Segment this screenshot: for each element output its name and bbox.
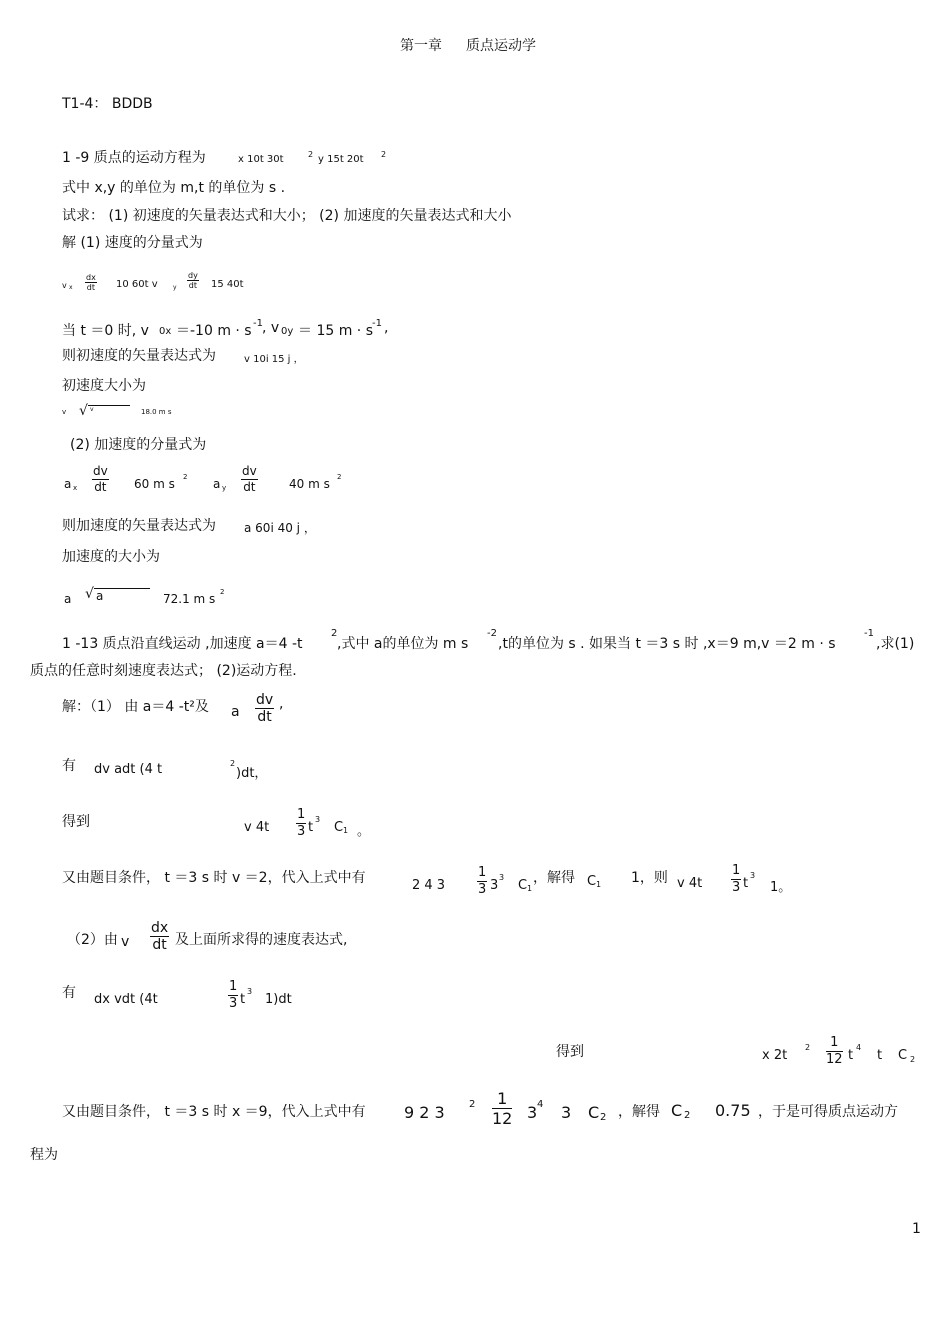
p19-sol1: 解 (1) 速度的分量式为 bbox=[62, 235, 203, 251]
dx-num-2: dx bbox=[151, 920, 169, 936]
cond2-c2-sub: 2 bbox=[600, 1112, 607, 1123]
c2-solve-sub: 2 bbox=[684, 1110, 691, 1121]
v-final-three: 3 bbox=[732, 879, 741, 895]
part2-label: （2）由 bbox=[67, 932, 118, 948]
when-t0: 当 t ＝0 时, v bbox=[62, 323, 149, 339]
x-eq-exp2: 2 bbox=[805, 1043, 811, 1052]
cond2-eq2: 3 bbox=[527, 1103, 538, 1122]
ax-exp: 2 bbox=[183, 473, 188, 481]
cond1-three: 3 bbox=[478, 881, 487, 897]
get-label: 得到 bbox=[62, 814, 90, 830]
v0-symbol: v bbox=[62, 408, 67, 416]
v-final-exp: 3 bbox=[750, 871, 756, 880]
ay-symbol: a bbox=[213, 477, 221, 491]
cond2-exp4: 4 bbox=[537, 1099, 544, 1110]
cond2-c2: C bbox=[588, 1103, 600, 1122]
p19-intro: 1 -9 质点的运动方程为 bbox=[62, 150, 206, 166]
one-third-fraction bbox=[296, 808, 306, 840]
x-eq-twelve: 12 bbox=[826, 1051, 843, 1067]
sub-0x: 0x bbox=[159, 326, 172, 337]
v0-mag-label: 初速度大小为 bbox=[62, 378, 146, 394]
c2-value: 0.75 bbox=[715, 1101, 751, 1120]
t-cube: t bbox=[308, 820, 314, 835]
x-eq: x 2t bbox=[762, 1048, 788, 1063]
a-radicand: a bbox=[96, 589, 104, 603]
v-final-end: 1。 bbox=[770, 880, 792, 895]
v0-vector-eq: v 10i 15 j ， bbox=[244, 354, 304, 365]
exp-neg1b: -1 bbox=[372, 318, 382, 329]
dv-eq-end: )dt， bbox=[236, 766, 268, 781]
dy-num: dy bbox=[188, 271, 198, 280]
dv-eq: dv adt (4 t bbox=[94, 762, 163, 777]
circ-1: 。 bbox=[357, 824, 371, 839]
comma-2: , bbox=[279, 696, 284, 712]
x-eq-c2-sub: 2 bbox=[910, 1055, 916, 1064]
p19-eq-sup: 2 bbox=[308, 150, 314, 159]
dx-eq-fraction bbox=[228, 980, 238, 1012]
a-sqrt bbox=[94, 588, 150, 603]
dx-eq2: 1)dt bbox=[265, 992, 292, 1007]
v-label: v bbox=[121, 934, 130, 950]
dv-num: dv bbox=[256, 692, 274, 708]
comma: , bbox=[384, 320, 389, 336]
cond2-fraction bbox=[492, 1090, 512, 1129]
v-final-one: 1 bbox=[732, 863, 741, 878]
cond1-eq: 2 4 3 bbox=[412, 878, 446, 893]
v0y-value: ＝ 15 m · s bbox=[298, 323, 373, 339]
p19-eq-x: x 10t 30t bbox=[238, 154, 284, 165]
p113-neg1: -1 bbox=[864, 628, 874, 639]
a-mag-value: 72.1 m s bbox=[163, 592, 216, 606]
ax-value: 60 m s bbox=[134, 477, 175, 491]
cond2-twelve: 12 bbox=[492, 1109, 513, 1129]
c1-solve-sub: 1 bbox=[596, 880, 602, 889]
cond2-eq: 9 2 3 bbox=[404, 1103, 445, 1122]
x-eq-fraction bbox=[826, 1036, 843, 1068]
ax-sub: x bbox=[73, 484, 78, 492]
dvy-num: dv bbox=[242, 464, 257, 478]
v-final-t: t bbox=[743, 876, 749, 891]
x-eq-t2: t bbox=[877, 1048, 883, 1063]
dv-dt-fraction bbox=[255, 692, 274, 727]
dt-den: dt bbox=[86, 283, 96, 293]
dx-eq-exp: 3 bbox=[247, 987, 253, 996]
a-mag-exp: 2 bbox=[220, 588, 225, 596]
cond1-c1: C bbox=[518, 878, 528, 893]
ax-symbol: a bbox=[64, 477, 72, 491]
one-num: 1 bbox=[297, 807, 306, 822]
p113-exp2: 2 bbox=[331, 628, 338, 639]
c1-solve: 1，则 bbox=[631, 870, 668, 886]
v0y-prefix: , v bbox=[262, 320, 280, 336]
page-number: 1 bbox=[912, 1221, 921, 1237]
p19-eq-sup2: 2 bbox=[381, 150, 387, 159]
dvx-dt-fraction bbox=[92, 465, 109, 495]
v0x-value: ＝-10 m · s bbox=[176, 323, 252, 339]
dt-den-6: dt bbox=[152, 937, 167, 954]
part2b: 及上面所求得的速度表达式, bbox=[175, 932, 348, 948]
vx-sub: x bbox=[69, 284, 73, 291]
cond1-exp: 3 bbox=[499, 873, 505, 882]
v0-mag-value: 18.0 m s bbox=[141, 408, 172, 416]
p19-eq-y: y 15t 20t bbox=[318, 154, 364, 165]
v-final: v 4t bbox=[677, 876, 703, 891]
x-eq-c2: C bbox=[898, 1048, 908, 1063]
cond1-fraction bbox=[477, 866, 487, 898]
a-vector-eq: a 60i 40 j ， bbox=[244, 521, 316, 535]
dv-eq-exp: 2 bbox=[230, 759, 236, 768]
cond2-text: 又由题目条件， t ＝3 s 时 x ＝9，代入上式中有 bbox=[62, 1104, 366, 1120]
cond2-three: 3 bbox=[561, 1103, 572, 1122]
a-eq-label: a bbox=[231, 704, 240, 720]
dvx-num: dv bbox=[93, 464, 108, 478]
p19-units: 式中 x,y 的单位为 m,t 的单位为 s . bbox=[62, 180, 286, 196]
dx-eq-t: t bbox=[240, 992, 246, 1007]
p113-neg2: -2 bbox=[487, 628, 497, 639]
v0-vector-label: 则初速度的矢量表达式为 bbox=[62, 348, 216, 364]
v-final-fraction bbox=[731, 864, 741, 896]
cond1-tail: ，解得 bbox=[533, 870, 575, 886]
vy-sub: y bbox=[173, 284, 177, 291]
ay-value: 40 m s bbox=[289, 477, 330, 491]
have-label-2: 有 bbox=[62, 985, 76, 1001]
cond1-text: 又由题目条件， t ＝3 s 时 v ＝2，代入上式中有 bbox=[62, 870, 366, 886]
chapter-label: 第一章 bbox=[400, 38, 442, 54]
cond2-tail2: ，于是可得质点运动方 bbox=[758, 1104, 898, 1120]
ay-sub: y bbox=[222, 484, 227, 492]
v0-radicand: v bbox=[90, 406, 94, 413]
cond2-exp2: 2 bbox=[469, 1099, 476, 1110]
dt-den-2: dt bbox=[188, 281, 198, 291]
v-end: 15 40t bbox=[211, 279, 244, 290]
p19-sol2: (2) 加速度的分量式为 bbox=[70, 437, 207, 453]
exp-neg1: -1 bbox=[253, 318, 263, 329]
dt-den-5: dt bbox=[257, 709, 272, 726]
p113-line1c: ,t的单位为 s . 如果当 t ＝3 s 时 ,x＝9 m,v ＝2 m · s bbox=[498, 636, 836, 652]
last-line: 程为 bbox=[30, 1147, 58, 1163]
dxdt-fraction bbox=[85, 273, 97, 293]
a-mag-label: 加速度的大小为 bbox=[62, 549, 160, 565]
p113-line2: 质点的任意时刻速度表达式； (2)运动方程. bbox=[30, 663, 297, 679]
p113-sol1: 解：（1） 由 a＝4 -t²及 bbox=[62, 699, 209, 715]
x-eq-exp4: 4 bbox=[856, 1043, 862, 1052]
cond2-tail: ，解得 bbox=[618, 1104, 660, 1120]
answers-line: T1-4： BDDB bbox=[62, 96, 153, 112]
p113-line1: 1 -13 质点沿直线运动 ,加速度 a＝4 -t bbox=[62, 636, 303, 652]
v-mid: 10 60t v bbox=[116, 279, 158, 290]
dx-num: dx bbox=[86, 273, 96, 282]
chapter-title: 质点运动学 bbox=[466, 38, 536, 54]
dx-eq-three: 3 bbox=[229, 995, 238, 1011]
p113-line1d: ,求(1) bbox=[876, 636, 915, 652]
p19-ask: 试求： (1) 初速度的矢量表达式和大小； (2) 加速度的矢量表达式和大小 bbox=[62, 208, 512, 224]
dx-eq-one: 1 bbox=[229, 979, 238, 994]
dvy-dt-fraction bbox=[241, 465, 258, 495]
have-label: 有 bbox=[62, 758, 76, 774]
v0-sqrt bbox=[88, 405, 130, 417]
cond1-one: 1 bbox=[478, 865, 487, 880]
x-eq-t: t bbox=[848, 1048, 854, 1063]
c2-solve: C bbox=[671, 1101, 683, 1120]
a-vector-label: 则加速度的矢量表达式为 bbox=[62, 518, 216, 534]
dt-den-4: dt bbox=[243, 479, 256, 494]
sub-0y: 0y bbox=[281, 326, 294, 337]
c1-solve-sym: C bbox=[587, 874, 597, 889]
t-cube-exp: 3 bbox=[315, 815, 321, 824]
p113-line1b: ,式中 a的单位为 m s bbox=[337, 636, 469, 652]
three-den: 3 bbox=[297, 823, 306, 839]
dydt-fraction bbox=[187, 271, 199, 291]
cond1-eq2: 3 bbox=[490, 878, 499, 893]
cond1-c1-sub: 1 bbox=[527, 884, 533, 893]
cond2-one: 1 bbox=[492, 1090, 512, 1109]
vx-symbol: v bbox=[62, 281, 67, 290]
dt-den-3: dt bbox=[94, 479, 107, 494]
dx-dt-fraction bbox=[150, 920, 169, 955]
v-eq1: v 4t bbox=[244, 820, 270, 835]
a-symbol: a bbox=[64, 592, 72, 606]
x-eq-one: 1 bbox=[826, 1036, 843, 1052]
dx-eq: dx vdt (4t bbox=[94, 992, 158, 1007]
c1-sub: 1 bbox=[343, 826, 349, 835]
ay-exp: 2 bbox=[337, 473, 342, 481]
c1-symbol: C bbox=[334, 820, 344, 835]
get-label-2: 得到 bbox=[556, 1044, 584, 1060]
